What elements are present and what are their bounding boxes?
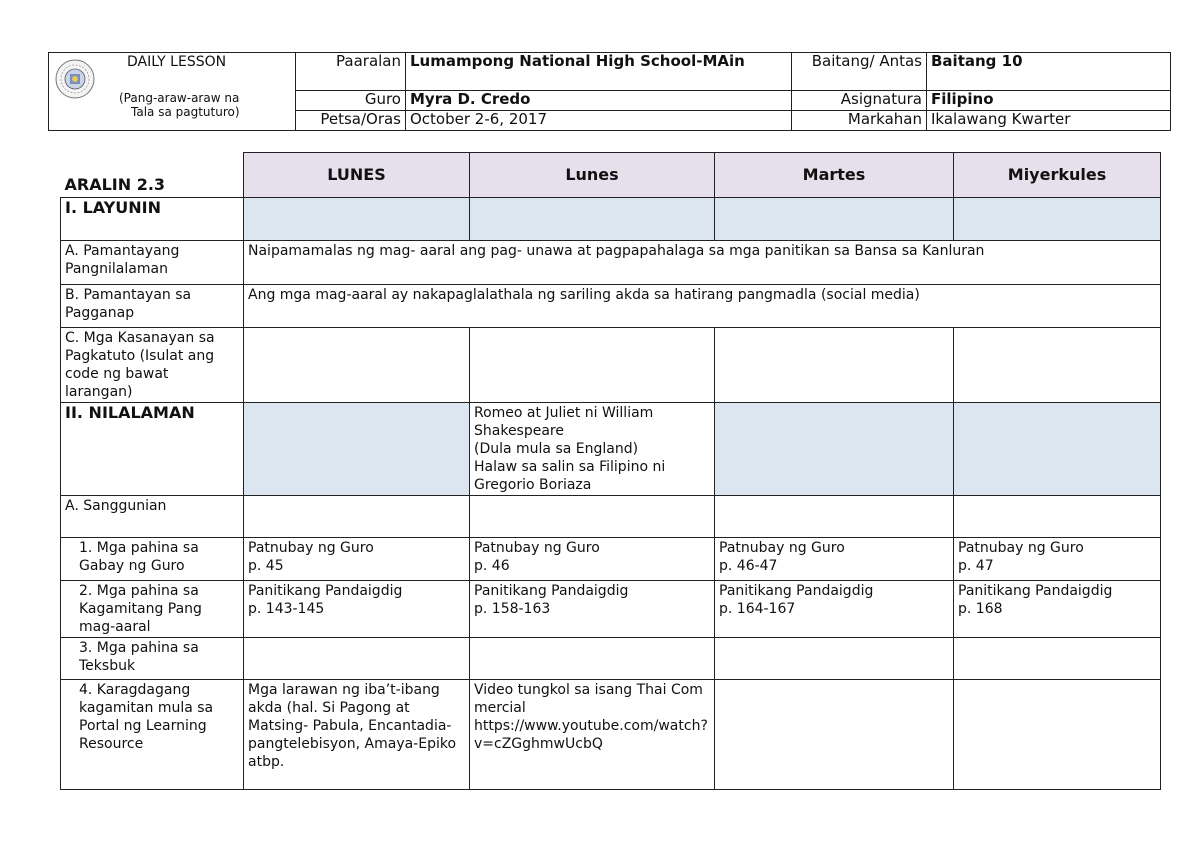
table-row	[61, 538, 1161, 581]
nilalaman-lunes: Romeo at Juliet ni William Shakespeare (Dula mula sa England) Halaw sa salin sa Filipino ni Gregorio Boriaza	[470, 403, 715, 496]
aralin-title: ARALIN 2.3	[61, 153, 244, 198]
table-row	[61, 581, 1161, 638]
daily-lesson-subtitle	[119, 91, 240, 119]
asignatura-label: Asignatura	[792, 91, 927, 111]
day-header-1: LUNES	[244, 153, 470, 198]
petsa-value: October 2-6, 2017	[406, 111, 792, 131]
pamantayang-label: A. Pamantayang Pangnilalaman	[61, 241, 244, 285]
table-row	[61, 285, 1161, 328]
subtitle-line-2: Tala sa pagtuturo)	[131, 105, 240, 119]
nilalaman-heading: II. NILALAMAN	[61, 403, 244, 496]
subtitle-line-1: (Pang-araw-araw na	[119, 91, 240, 105]
gabay-cell: Patnubay ng Guro p. 47	[954, 538, 1161, 581]
petsa-label: Petsa/Oras	[296, 111, 406, 131]
day-header-2: Lunes	[470, 153, 715, 198]
table-row	[61, 496, 1161, 538]
kagamitan-label: 2. Mga pahina sa Kagamitang Pang mag-aaral	[61, 581, 244, 638]
header-table	[48, 52, 1171, 131]
kagamitan-cell: Panitikang Pandaigdig p. 164-167	[715, 581, 954, 638]
kagamitan-cell: Panitikang Pandaigdig p. 158-163	[470, 581, 715, 638]
table-row	[61, 241, 1161, 285]
pamantayang-value: Naipamamalas ng mag- aaral ang pag- unawa at pagpapahalaga sa mga panitikan sa Bansa sa Kanluran	[244, 241, 1161, 285]
baitang-value: Baitang 10	[927, 53, 1171, 91]
kagamitan-cell: Panitikang Pandaigdig p. 143-145	[244, 581, 470, 638]
lesson-plan-table	[60, 152, 1161, 790]
karagdagang-cell: Mga larawan ng iba’t-ibang akda (hal. Si Pagong at Matsing- Pabula, Encantadia-pangtelebisyon, Amaya-Epiko atbp.	[244, 680, 470, 790]
deped-seal-icon	[55, 59, 95, 99]
table-row	[61, 198, 1161, 241]
markahan-value: Ikalawang Kwarter	[927, 111, 1171, 131]
gabay-cell: Patnubay ng Guro p. 46	[470, 538, 715, 581]
karagdagang-label: 4. Karagdagang kagamitan mula sa Portal ng Learning Resource	[61, 680, 244, 790]
daily-lesson-title: DAILY LESSON	[127, 54, 227, 70]
guro-value: Myra D. Credo	[406, 91, 792, 111]
lesson-title-cell	[49, 53, 296, 131]
karagdagang-cell: Video tungkol sa isang Thai Commercial https://www.youtube.com/watch?v=cZGghmwUcbQ	[470, 680, 715, 790]
kasanayan-label: C. Mga Kasanayan sa Pagkatuto (Isulat ang code ng bawat larangan)	[61, 328, 244, 403]
day-header-4: Miyerkules	[954, 153, 1161, 198]
gabay-cell: Patnubay ng Guro p. 45	[244, 538, 470, 581]
guro-label: Guro	[296, 91, 406, 111]
kagamitan-cell: Panitikang Pandaigdig p. 168	[954, 581, 1161, 638]
table-row	[61, 638, 1161, 680]
paaralan-label: Paaralan	[296, 53, 406, 91]
markahan-label: Markahan	[792, 111, 927, 131]
teksbuk-label: 3. Mga pahina sa Teksbuk	[61, 638, 244, 680]
table-row	[61, 328, 1161, 403]
table-row	[61, 153, 1161, 198]
table-row	[61, 680, 1161, 790]
day-header-3: Martes	[715, 153, 954, 198]
asignatura-value: Filipino	[927, 91, 1171, 111]
pagganap-value: Ang mga mag-aaral ay nakapaglalathala ng sariling akda sa hatirang pangmadla (social media)	[244, 285, 1161, 328]
paaralan-value: Lumampong National High School-MAin	[406, 53, 792, 91]
baitang-label: Baitang/ Antas	[792, 53, 927, 91]
layunin-heading: I. LAYUNIN	[61, 198, 244, 241]
gabay-cell: Patnubay ng Guro p. 46-47	[715, 538, 954, 581]
table-row	[61, 403, 1161, 496]
pagganap-label: B. Pamantayan sa Pagganap	[61, 285, 244, 328]
sanggunian-label: A. Sanggunian	[61, 496, 244, 538]
gabay-label: 1. Mga pahina sa Gabay ng Guro	[61, 538, 244, 581]
